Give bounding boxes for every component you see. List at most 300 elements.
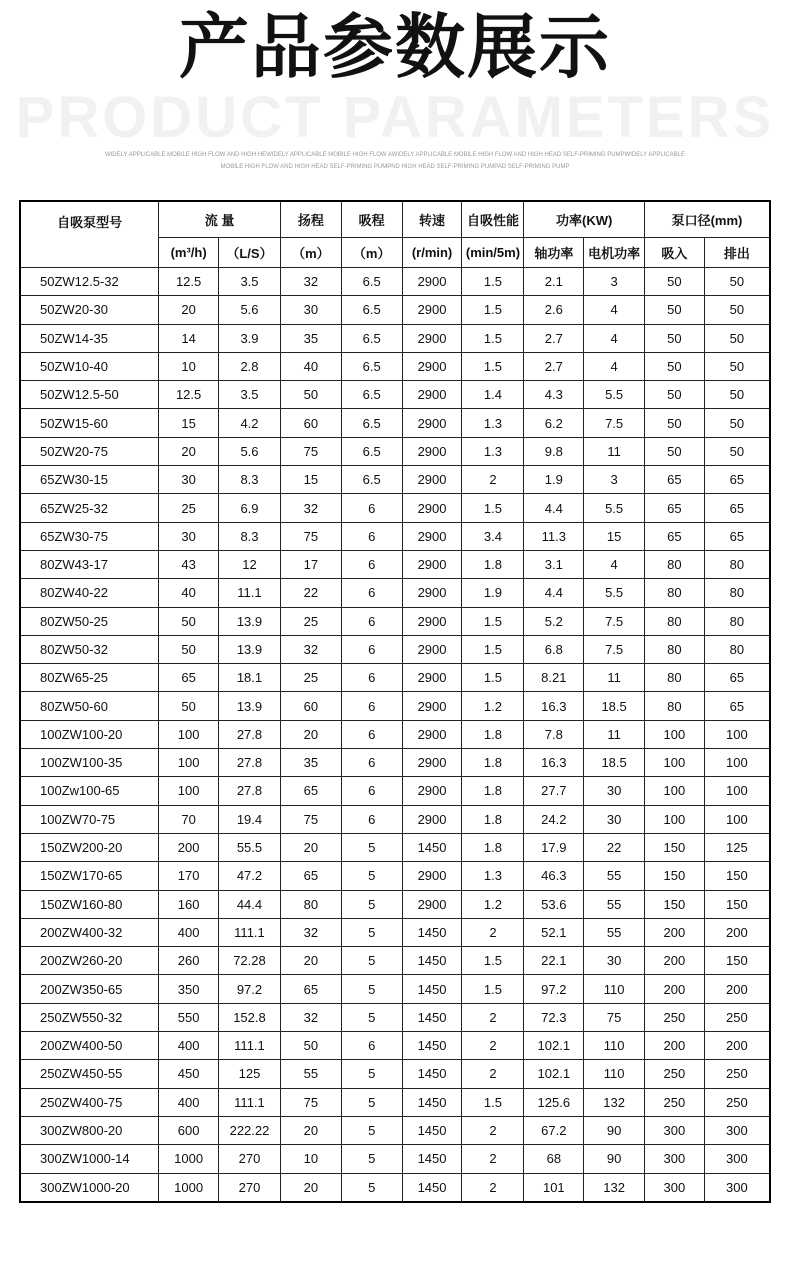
header-shaft-power: 轴功率 xyxy=(524,238,584,268)
value-cell: 3 xyxy=(584,466,645,494)
value-cell: 75 xyxy=(280,522,341,550)
value-cell: 250 xyxy=(644,1003,704,1031)
value-cell: 1000 xyxy=(159,1173,219,1202)
value-cell: 1.8 xyxy=(462,833,524,861)
value-cell: 2900 xyxy=(402,720,462,748)
table-row xyxy=(20,947,770,975)
value-cell: 55 xyxy=(584,918,645,946)
value-cell: 15 xyxy=(584,522,645,550)
value-cell: 111.1 xyxy=(219,1032,281,1060)
value-cell: 200 xyxy=(704,1032,770,1060)
table-row xyxy=(20,833,770,861)
value-cell: 24.2 xyxy=(524,805,584,833)
value-cell: 72.3 xyxy=(524,1003,584,1031)
value-cell: 100 xyxy=(644,805,704,833)
value-cell: 46.3 xyxy=(524,862,584,890)
value-cell: 6.8 xyxy=(524,635,584,663)
model-cell: 50ZW12.5-32 xyxy=(20,268,159,296)
value-cell: 55 xyxy=(584,890,645,918)
value-cell: 6 xyxy=(341,720,402,748)
value-cell: 152.8 xyxy=(219,1003,281,1031)
value-cell: 2900 xyxy=(402,664,462,692)
value-cell: 55.5 xyxy=(219,833,281,861)
value-cell: 50 xyxy=(159,635,219,663)
header-port: 泵口径(mm) xyxy=(644,201,770,238)
value-cell: 19.4 xyxy=(219,805,281,833)
value-cell: 80 xyxy=(644,579,704,607)
table-row xyxy=(20,607,770,635)
value-cell: 3.5 xyxy=(219,381,281,409)
value-cell: 40 xyxy=(159,579,219,607)
value-cell: 75 xyxy=(280,805,341,833)
model-cell: 80ZW50-60 xyxy=(20,692,159,720)
value-cell: 22.1 xyxy=(524,947,584,975)
value-cell: 3.4 xyxy=(462,522,524,550)
value-cell: 2 xyxy=(462,1003,524,1031)
value-cell: 5 xyxy=(341,1173,402,1202)
value-cell: 2900 xyxy=(402,437,462,465)
value-cell: 125 xyxy=(219,1060,281,1088)
table-row xyxy=(20,494,770,522)
value-cell: 50 xyxy=(644,352,704,380)
value-cell: 1.5 xyxy=(462,494,524,522)
value-cell: 1.9 xyxy=(462,579,524,607)
header-head-unit: （m） xyxy=(280,238,341,268)
value-cell: 2900 xyxy=(402,749,462,777)
value-cell: 5.5 xyxy=(584,494,645,522)
value-cell: 80 xyxy=(704,607,770,635)
value-cell: 2.7 xyxy=(524,352,584,380)
value-cell: 13.9 xyxy=(219,635,281,663)
value-cell: 5.6 xyxy=(219,437,281,465)
value-cell: 3 xyxy=(584,268,645,296)
value-cell: 2900 xyxy=(402,579,462,607)
value-cell: 1.5 xyxy=(462,352,524,380)
value-cell: 10 xyxy=(280,1145,341,1173)
value-cell: 1.8 xyxy=(462,749,524,777)
value-cell: 150 xyxy=(704,890,770,918)
value-cell: 67.2 xyxy=(524,1116,584,1144)
value-cell: 65 xyxy=(644,466,704,494)
value-cell: 65 xyxy=(644,494,704,522)
value-cell: 11 xyxy=(584,437,645,465)
value-cell: 27.8 xyxy=(219,749,281,777)
value-cell: 200 xyxy=(644,918,704,946)
header-priming-unit: (min/5m) xyxy=(462,238,524,268)
value-cell: 200 xyxy=(704,918,770,946)
value-cell: 60 xyxy=(280,692,341,720)
header-speed: 转速 xyxy=(402,201,462,238)
value-cell: 100 xyxy=(159,777,219,805)
value-cell: 100 xyxy=(704,805,770,833)
table-row xyxy=(20,720,770,748)
value-cell: 65 xyxy=(704,466,770,494)
model-cell: 250ZW400-75 xyxy=(20,1088,159,1116)
value-cell: 17 xyxy=(280,550,341,578)
value-cell: 5 xyxy=(341,947,402,975)
value-cell: 300 xyxy=(704,1116,770,1144)
value-cell: 5 xyxy=(341,975,402,1003)
value-cell: 4.4 xyxy=(524,579,584,607)
value-cell: 1.5 xyxy=(462,975,524,1003)
value-cell: 47.2 xyxy=(219,862,281,890)
value-cell: 1.8 xyxy=(462,805,524,833)
table-row xyxy=(20,749,770,777)
value-cell: 27.7 xyxy=(524,777,584,805)
model-cell: 200ZW400-32 xyxy=(20,918,159,946)
header-flow-m3h: (m³/h) xyxy=(159,238,219,268)
value-cell: 2900 xyxy=(402,296,462,324)
value-cell: 50 xyxy=(704,324,770,352)
table-row xyxy=(20,1032,770,1060)
table-row xyxy=(20,1003,770,1031)
header-inlet: 吸入 xyxy=(644,238,704,268)
value-cell: 43 xyxy=(159,550,219,578)
table-row xyxy=(20,268,770,296)
parameters-table xyxy=(19,200,771,1203)
value-cell: 200 xyxy=(644,947,704,975)
table-row xyxy=(20,1116,770,1144)
value-cell: 97.2 xyxy=(524,975,584,1003)
value-cell: 75 xyxy=(584,1003,645,1031)
model-cell: 100Zw100-65 xyxy=(20,777,159,805)
value-cell: 6.9 xyxy=(219,494,281,522)
value-cell: 270 xyxy=(219,1145,281,1173)
value-cell: 12.5 xyxy=(159,268,219,296)
value-cell: 1.8 xyxy=(462,777,524,805)
value-cell: 50 xyxy=(644,437,704,465)
value-cell: 7.5 xyxy=(584,607,645,635)
value-cell: 102.1 xyxy=(524,1060,584,1088)
table-row xyxy=(20,777,770,805)
value-cell: 2900 xyxy=(402,352,462,380)
value-cell: 2 xyxy=(462,1032,524,1060)
value-cell: 1450 xyxy=(402,833,462,861)
value-cell: 2.6 xyxy=(524,296,584,324)
value-cell: 15 xyxy=(280,466,341,494)
value-cell: 80 xyxy=(644,635,704,663)
value-cell: 20 xyxy=(280,1173,341,1202)
table-row xyxy=(20,635,770,663)
value-cell: 35 xyxy=(280,749,341,777)
value-cell: 65 xyxy=(704,664,770,692)
value-cell: 2 xyxy=(462,466,524,494)
value-cell: 3.9 xyxy=(219,324,281,352)
value-cell: 270 xyxy=(219,1173,281,1202)
value-cell: 2 xyxy=(462,1173,524,1202)
subtitle-line-1: WIDELY APPLICABLE MOBILE HIGH FLOW AND HIGH HEWIDELY APPLICABLE MOBILE HIGH FLOW AWIDELY APPLICABLE MOBILE HIGH FLOW AND HIGH HEAD SELF-PRIMING PUMPWIDELY APPLICABLE xyxy=(104,152,686,158)
value-cell: 8.3 xyxy=(219,466,281,494)
value-cell: 65 xyxy=(704,692,770,720)
model-cell: 65ZW25-32 xyxy=(20,494,159,522)
value-cell: 6 xyxy=(341,635,402,663)
value-cell: 5 xyxy=(341,833,402,861)
value-cell: 100 xyxy=(159,720,219,748)
header-power: 功率(KW) xyxy=(524,201,645,238)
value-cell: 30 xyxy=(159,522,219,550)
value-cell: 27.8 xyxy=(219,777,281,805)
value-cell: 1.4 xyxy=(462,381,524,409)
value-cell: 53.6 xyxy=(524,890,584,918)
value-cell: 35 xyxy=(280,324,341,352)
table-row xyxy=(20,522,770,550)
value-cell: 6 xyxy=(341,749,402,777)
value-cell: 100 xyxy=(159,749,219,777)
value-cell: 1.8 xyxy=(462,550,524,578)
value-cell: 6.5 xyxy=(341,437,402,465)
value-cell: 65 xyxy=(704,494,770,522)
value-cell: 2900 xyxy=(402,692,462,720)
value-cell: 300 xyxy=(644,1173,704,1202)
value-cell: 80 xyxy=(280,890,341,918)
value-cell: 11.1 xyxy=(219,579,281,607)
value-cell: 65 xyxy=(280,862,341,890)
table-row xyxy=(20,1060,770,1088)
header-motor-power: 电机功率 xyxy=(584,238,645,268)
value-cell: 150 xyxy=(644,833,704,861)
model-cell: 80ZW65-25 xyxy=(20,664,159,692)
value-cell: 1.5 xyxy=(462,635,524,663)
value-cell: 6.5 xyxy=(341,466,402,494)
value-cell: 30 xyxy=(584,947,645,975)
value-cell: 4 xyxy=(584,550,645,578)
value-cell: 4.3 xyxy=(524,381,584,409)
value-cell: 16.3 xyxy=(524,749,584,777)
value-cell: 550 xyxy=(159,1003,219,1031)
value-cell: 50 xyxy=(704,409,770,437)
table-row xyxy=(20,466,770,494)
value-cell: 300 xyxy=(704,1145,770,1173)
model-cell: 50ZW20-75 xyxy=(20,437,159,465)
value-cell: 6 xyxy=(341,550,402,578)
value-cell: 6.5 xyxy=(341,409,402,437)
value-cell: 300 xyxy=(704,1173,770,1202)
header-model: 自吸泵型号 xyxy=(20,201,159,268)
value-cell: 1.8 xyxy=(462,720,524,748)
model-cell: 100ZW100-20 xyxy=(20,720,159,748)
value-cell: 4 xyxy=(584,352,645,380)
value-cell: 1450 xyxy=(402,1173,462,1202)
value-cell: 150 xyxy=(644,890,704,918)
value-cell: 2900 xyxy=(402,862,462,890)
model-cell: 300ZW800-20 xyxy=(20,1116,159,1144)
table-row xyxy=(20,550,770,578)
value-cell: 100 xyxy=(644,777,704,805)
value-cell: 6.5 xyxy=(341,381,402,409)
value-cell: 6 xyxy=(341,607,402,635)
value-cell: 6 xyxy=(341,579,402,607)
value-cell: 2900 xyxy=(402,324,462,352)
model-cell: 50ZW14-35 xyxy=(20,324,159,352)
value-cell: 22 xyxy=(280,579,341,607)
value-cell: 6 xyxy=(341,777,402,805)
value-cell: 80 xyxy=(704,550,770,578)
header-head: 扬程 xyxy=(280,201,341,238)
value-cell: 400 xyxy=(159,1032,219,1060)
value-cell: 1450 xyxy=(402,975,462,1003)
value-cell: 250 xyxy=(644,1088,704,1116)
header-outlet: 排出 xyxy=(704,238,770,268)
model-cell: 50ZW20-30 xyxy=(20,296,159,324)
value-cell: 111.1 xyxy=(219,918,281,946)
value-cell: 18.5 xyxy=(584,749,645,777)
value-cell: 50 xyxy=(704,268,770,296)
model-cell: 150ZW170-65 xyxy=(20,862,159,890)
model-cell: 50ZW10-40 xyxy=(20,352,159,380)
header-suction: 吸程 xyxy=(341,201,402,238)
value-cell: 2900 xyxy=(402,409,462,437)
value-cell: 14 xyxy=(159,324,219,352)
table-row xyxy=(20,352,770,380)
value-cell: 2900 xyxy=(402,381,462,409)
value-cell: 7.8 xyxy=(524,720,584,748)
model-cell: 80ZW43-17 xyxy=(20,550,159,578)
value-cell: 5 xyxy=(341,1116,402,1144)
header-priming: 自吸性能 xyxy=(462,201,524,238)
value-cell: 52.1 xyxy=(524,918,584,946)
value-cell: 13.9 xyxy=(219,692,281,720)
value-cell: 250 xyxy=(704,1088,770,1116)
value-cell: 6.2 xyxy=(524,409,584,437)
value-cell: 222.22 xyxy=(219,1116,281,1144)
value-cell: 1.5 xyxy=(462,296,524,324)
value-cell: 32 xyxy=(280,918,341,946)
value-cell: 15 xyxy=(159,409,219,437)
value-cell: 60 xyxy=(280,409,341,437)
value-cell: 50 xyxy=(159,607,219,635)
value-cell: 50 xyxy=(704,437,770,465)
value-cell: 80 xyxy=(644,550,704,578)
value-cell: 1000 xyxy=(159,1145,219,1173)
model-cell: 80ZW50-32 xyxy=(20,635,159,663)
value-cell: 40 xyxy=(280,352,341,380)
value-cell: 2.8 xyxy=(219,352,281,380)
value-cell: 110 xyxy=(584,1032,645,1060)
table-row xyxy=(20,918,770,946)
value-cell: 25 xyxy=(159,494,219,522)
value-cell: 250 xyxy=(704,1060,770,1088)
table-row xyxy=(20,862,770,890)
value-cell: 80 xyxy=(704,635,770,663)
model-cell: 200ZW260-20 xyxy=(20,947,159,975)
value-cell: 12 xyxy=(219,550,281,578)
value-cell: 3.1 xyxy=(524,550,584,578)
value-cell: 2 xyxy=(462,1060,524,1088)
value-cell: 2900 xyxy=(402,805,462,833)
value-cell: 20 xyxy=(159,437,219,465)
value-cell: 22 xyxy=(584,833,645,861)
value-cell: 1450 xyxy=(402,947,462,975)
table-body xyxy=(20,268,770,1202)
value-cell: 5 xyxy=(341,1060,402,1088)
value-cell: 55 xyxy=(280,1060,341,1088)
header-suction-unit: （m） xyxy=(341,238,402,268)
value-cell: 27.8 xyxy=(219,720,281,748)
value-cell: 132 xyxy=(584,1088,645,1116)
value-cell: 1450 xyxy=(402,1145,462,1173)
value-cell: 400 xyxy=(159,918,219,946)
value-cell: 13.9 xyxy=(219,607,281,635)
value-cell: 400 xyxy=(159,1088,219,1116)
value-cell: 110 xyxy=(584,1060,645,1088)
value-cell: 170 xyxy=(159,862,219,890)
value-cell: 90 xyxy=(584,1116,645,1144)
model-cell: 65ZW30-75 xyxy=(20,522,159,550)
model-cell: 50ZW12.5-50 xyxy=(20,381,159,409)
value-cell: 600 xyxy=(159,1116,219,1144)
value-cell: 100 xyxy=(704,749,770,777)
value-cell: 1.3 xyxy=(462,437,524,465)
value-cell: 2900 xyxy=(402,635,462,663)
value-cell: 300 xyxy=(644,1116,704,1144)
value-cell: 20 xyxy=(280,947,341,975)
value-cell: 5 xyxy=(341,1003,402,1031)
value-cell: 65 xyxy=(159,664,219,692)
value-cell: 65 xyxy=(280,777,341,805)
value-cell: 32 xyxy=(280,494,341,522)
value-cell: 30 xyxy=(280,296,341,324)
model-cell: 80ZW50-25 xyxy=(20,607,159,635)
model-cell: 200ZW350-65 xyxy=(20,975,159,1003)
value-cell: 1.5 xyxy=(462,324,524,352)
value-cell: 200 xyxy=(704,975,770,1003)
value-cell: 110 xyxy=(584,975,645,1003)
header-flow-ls: （L/S） xyxy=(219,238,281,268)
value-cell: 200 xyxy=(644,1032,704,1060)
value-cell: 20 xyxy=(280,720,341,748)
model-cell: 300ZW1000-14 xyxy=(20,1145,159,1173)
model-cell: 100ZW100-35 xyxy=(20,749,159,777)
value-cell: 72.28 xyxy=(219,947,281,975)
value-cell: 350 xyxy=(159,975,219,1003)
value-cell: 5.2 xyxy=(524,607,584,635)
value-cell: 1.5 xyxy=(462,1088,524,1116)
table-row xyxy=(20,437,770,465)
table-row xyxy=(20,381,770,409)
value-cell: 2900 xyxy=(402,466,462,494)
value-cell: 11 xyxy=(584,664,645,692)
value-cell: 160 xyxy=(159,890,219,918)
header-flow: 流 量 xyxy=(159,201,281,238)
value-cell: 1450 xyxy=(402,918,462,946)
value-cell: 5 xyxy=(341,1145,402,1173)
value-cell: 50 xyxy=(644,324,704,352)
value-cell: 11.3 xyxy=(524,522,584,550)
value-cell: 30 xyxy=(584,805,645,833)
value-cell: 30 xyxy=(159,466,219,494)
value-cell: 5.6 xyxy=(219,296,281,324)
value-cell: 30 xyxy=(584,777,645,805)
value-cell: 4.2 xyxy=(219,409,281,437)
model-cell: 80ZW40-22 xyxy=(20,579,159,607)
value-cell: 6 xyxy=(341,805,402,833)
value-cell: 250 xyxy=(644,1060,704,1088)
value-cell: 6.5 xyxy=(341,352,402,380)
value-cell: 80 xyxy=(704,579,770,607)
value-cell: 50 xyxy=(280,1032,341,1060)
value-cell: 2900 xyxy=(402,494,462,522)
value-cell: 5 xyxy=(341,862,402,890)
value-cell: 1450 xyxy=(402,1088,462,1116)
value-cell: 1450 xyxy=(402,1032,462,1060)
value-cell: 6.5 xyxy=(341,268,402,296)
value-cell: 4 xyxy=(584,296,645,324)
value-cell: 44.4 xyxy=(219,890,281,918)
value-cell: 1.2 xyxy=(462,890,524,918)
value-cell: 260 xyxy=(159,947,219,975)
value-cell: 6 xyxy=(341,664,402,692)
model-cell: 150ZW200-20 xyxy=(20,833,159,861)
